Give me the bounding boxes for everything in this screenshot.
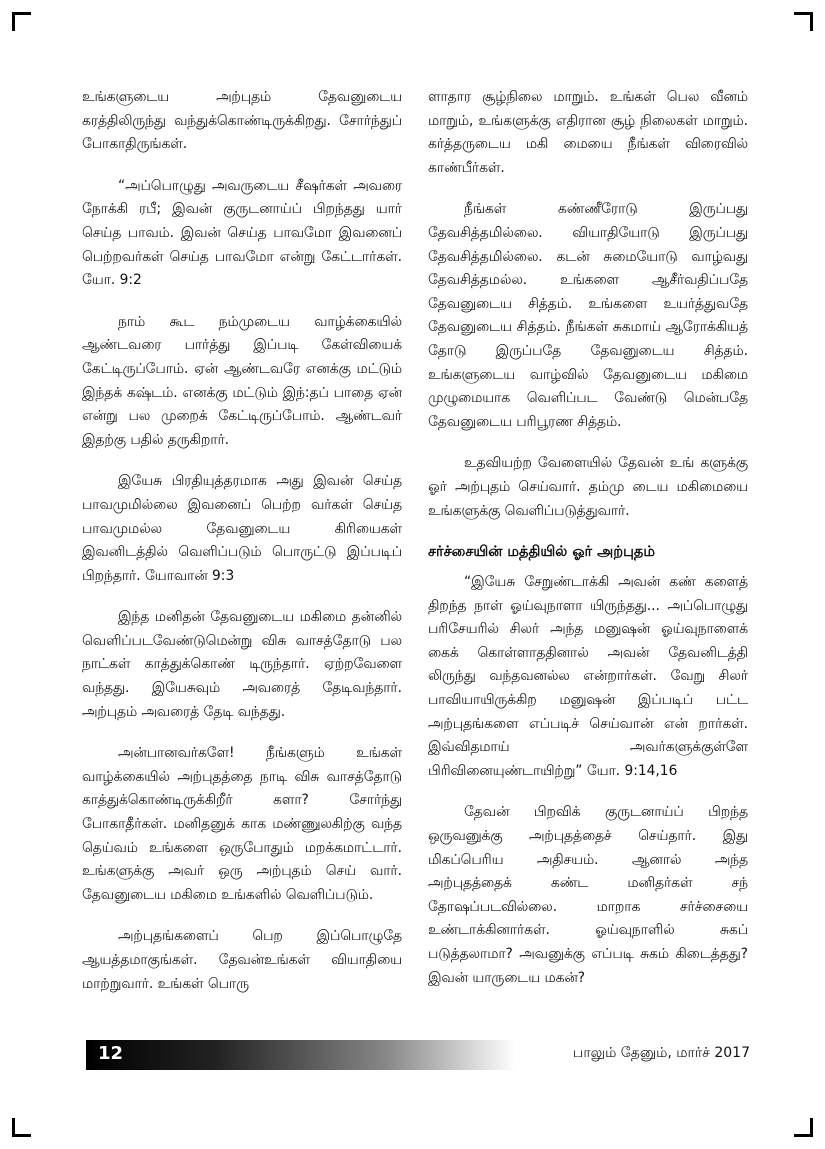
paragraph: நாம் கூட நம்முடைய வாழ்க்கையில் ஆண்டவரை பார்த்து இப்படி கேள்வியைக் கேட்டிருப்போம். ஏன் ஆண்டவரே எனக்கு மட்டும் இந்தக் கஷ்டம். எனக்கு மட்டும் இந்:தப் பாதை ஏன் என்று பல முறைக் கேட்டிருப்போம். ஆண்டவர் இதற்கு பதில் தருகிறார்.	[82, 313, 402, 448]
crop-mark-top-right	[794, 12, 813, 31]
section-heading: சர்ச்சையின் மத்தியில் ஓர் அற்புதம்	[428, 544, 656, 561]
crop-mark-bottom-left	[12, 1118, 31, 1137]
paragraph: அற்புதங்களைப் பெற இப்பொழுதே ஆயத்தமாகுங்கள். தேவன்உங்கள் வியாதியை மாற்றுவார். உங்கள் பொரு	[82, 928, 402, 992]
scripture-quote: “அப்பொழுது அவருடைய சீஷர்கள் அவரை நோக்கி ரபீ; இவன் குருடனாய்ப் பிறந்தது யார் செய்த பாவம். இவன் செய்த பாவமோ இவனைப் பெற்றவர்கள் செய்த பாவமோ என்று கேட்டார்கள். யோ. 9:2	[82, 177, 402, 289]
right-column	[428, 86, 748, 1008]
paragraph: உங்களுடைய அற்புதம் தேவனுடைய கரத்திலிருந்து வந்துக்கொண்டிருக்கிறது. சோர்ந்துப் போகாதிருங்கள்.	[82, 89, 402, 153]
scripture-quote: “இயேசு சேறுண்டாக்கி அவன் கண் களைத் திறந்த நாள் ஓய்வுநாளா யிருந்தது... அப்பொழுது பரிசேயரில் சிலர் அந்த மனுஷன் ஓய்வுநாளைக் கைக் கொள்ளாததினால் அவன் தேவனிடத்தி லிருந்து வந்தவனல்ல என்றார்கள். வேறு சிலர் பாவியாயிருக்கிற மனுஷன் இப்படிப் பட்ட அற்புதங்களை எப்படிச் செய்வான் என் றார்கள். இவ்விதமாய் அவர்களுக்குள்ளே பிரிவினையுண்டாயிற்று” யோ. 9:14,16	[428, 574, 748, 779]
crop-mark-bottom-right	[794, 1118, 813, 1137]
page-footer	[86, 1040, 750, 1070]
paragraph: இந்த மனிதன் தேவனுடைய மகிமை தன்னில் வெளிப்படவேண்டுமென்று விசு வாசத்தோடு பல நாட்கள் காத்துக்கொண் டிருந்தார். ஏற்றவேளை வந்தது. இயேசுவும் அவரைத் தேடிவந்தார். அற்புதம் அவரைத் தேடி வந்தது.	[82, 609, 402, 720]
paragraph: அன்பானவர்களே! நீங்களும் உங்கள் வாழ்க்கையில் அற்புதத்தை நாடி விசு வாசத்தோடு காத்துக்கொண்டிருக்கிறீர் களா? சோர்ந்து போகாதீர்கள். மனிதனுக் காக மண்ணுலகிற்கு வந்த தெய்வம் உங்களை ஒருபோதும் மறக்கமாட்டார். உங்களுக்கு அவர் ஒரு அற்புதம் செய் வார். தேவனுடைய மகிமை உங்களில் வெளிப்படும்.	[82, 745, 402, 903]
publication-title: பாலும் தேனும், மார்ச் 2017	[572, 1045, 750, 1061]
paragraph: தேவன் பிறவிக் குருடனாய்ப் பிறந்த ஒருவனுக்கு அற்புதத்தைச் செய்தார். இது மிகப்பெரிய அதிசயம். ஆனால் அந்த அற்புதத்தைக் கண்ட மனிதர்கள் சந் தோஷப்படவில்லை. மாறாக சர்ச்சையை உண்டாக்கினார்கள். ஓய்வுநாளில் சுகப் படுத்தலாமா? அவனுக்கு எப்படி சுகம் கிடைத்தது? இவன் யாருடைய மகன்?	[428, 804, 748, 986]
page-number: 12	[98, 1043, 124, 1064]
paragraph: உதவியற்ற வேளையில் தேவன் உங் களுக்கு ஓர் அற்புதம் செய்வார். தம்மு டைய மகிமையை உங்களுக்கு வெளிப்படுத்துவார்.	[428, 455, 748, 519]
scripture-quote: இயேசு பிரதியுத்தரமாக அது இவன் செய்த பாவமுமில்லை இவனைப் பெற்ற வர்கள் செய்த பாவமுமல்ல தேவனுடைய கிரியைகள் இவனிடத்தில் வெளிப்படும் பொருட்டு இப்படிப் பிறந்தார். யோவான் 9:3	[82, 473, 402, 584]
paragraph: ளாதார சூழ்நிலை மாறும். உங்கள் பெல வீனம் மாறும், உங்களுக்கு எதிரான சூழ் நிலைகள் மாறும். கர்த்தருடைய மகி மையை நீங்கள் விரைவில் காண்பீர்கள்.	[428, 89, 748, 176]
crop-mark-top-left	[12, 12, 31, 31]
footer-gradient-bar	[86, 1040, 516, 1070]
paragraph: நீங்கள் கண்ணீரோடு இருப்பது தேவசித்தமில்லை. வியாதியோடு இருப்பது தேவசித்தமில்லை. கடன் சுமையோடு வாழ்வது தேவசித்தமல்ல. உங்களை ஆசீர்வதிப்பதே தேவனுடைய சித்தம். உங்களை உயர்த்துவதே தேவனுடைய சித்தம். நீங்கள் சுகமாய் ஆரோக்கியத் தோடு இருப்பதே தேவனுடைய சித்தம். உங்களுடைய வாழ்வில் தேவனுடைய மகிமை முழுமையாக வெளிப்பட வேண்டு மென்பதே தேவனுடைய பரிபூரண சித்தம்.	[428, 201, 748, 430]
left-column	[82, 86, 402, 1014]
